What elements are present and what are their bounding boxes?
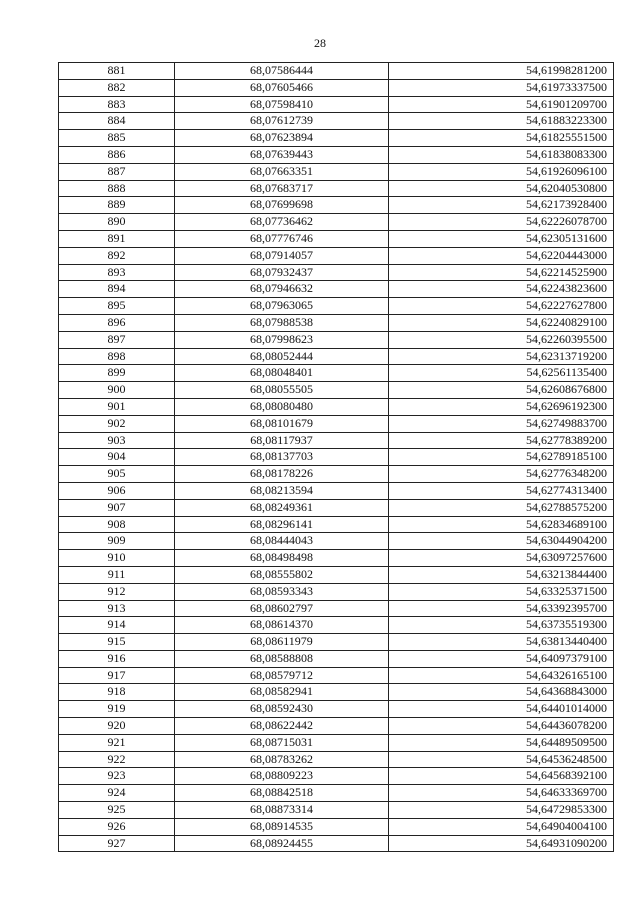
latitude-cell: 54,62226078700 [389,214,614,231]
longitude-cell: 68,07946632 [175,281,389,298]
point-number-cell: 913 [59,600,175,617]
table-row [59,130,614,147]
point-number-cell: 885 [59,130,175,147]
table-row [59,650,614,667]
point-number-cell: 903 [59,432,175,449]
point-number-cell: 899 [59,365,175,382]
table-row [59,533,614,550]
latitude-cell: 54,64633369700 [389,785,614,802]
latitude-cell: 54,62608676800 [389,382,614,399]
table-row [59,802,614,819]
point-number-cell: 909 [59,533,175,550]
latitude-cell: 54,64489509500 [389,734,614,751]
latitude-cell: 54,63097257600 [389,550,614,567]
table-row [59,516,614,533]
page-number: 28 [314,36,326,50]
latitude-cell: 54,61825551500 [389,130,614,147]
longitude-cell: 68,07586444 [175,63,389,80]
point-number-cell: 891 [59,230,175,247]
longitude-cell: 68,07598410 [175,96,389,113]
longitude-cell: 68,08924455 [175,835,389,852]
table-row [59,197,614,214]
longitude-cell: 68,08579712 [175,667,389,684]
point-number-cell: 917 [59,667,175,684]
longitude-cell: 68,08048401 [175,365,389,382]
table-row [59,214,614,231]
longitude-cell: 68,07623894 [175,130,389,147]
latitude-cell: 54,62240829100 [389,314,614,331]
point-number-cell: 882 [59,79,175,96]
latitude-cell: 54,62561135400 [389,365,614,382]
point-number-cell: 925 [59,802,175,819]
point-number-cell: 900 [59,382,175,399]
table-row [59,365,614,382]
longitude-cell: 68,08296141 [175,516,389,533]
latitude-cell: 54,62227627800 [389,298,614,315]
table-row [59,835,614,852]
longitude-cell: 68,08178226 [175,466,389,483]
coordinates-table-body [59,63,614,852]
longitude-cell: 68,07914057 [175,247,389,264]
table-row [59,449,614,466]
table-row [59,298,614,315]
longitude-cell: 68,07663351 [175,163,389,180]
point-number-cell: 894 [59,281,175,298]
point-number-cell: 895 [59,298,175,315]
point-number-cell: 881 [59,63,175,80]
table-row [59,701,614,718]
point-number-cell: 921 [59,734,175,751]
longitude-cell: 68,07988538 [175,314,389,331]
table-row [59,163,614,180]
latitude-cell: 54,62774313400 [389,482,614,499]
point-number-cell: 897 [59,331,175,348]
table-row [59,247,614,264]
table-row [59,634,614,651]
longitude-cell: 68,08117937 [175,432,389,449]
longitude-cell: 68,08614370 [175,617,389,634]
longitude-cell: 68,08593343 [175,583,389,600]
point-number-cell: 915 [59,634,175,651]
longitude-cell: 68,08588808 [175,650,389,667]
table-row [59,348,614,365]
longitude-cell: 68,07605466 [175,79,389,96]
latitude-cell: 54,62788575200 [389,499,614,516]
latitude-cell: 54,64568392100 [389,768,614,785]
point-number-cell: 896 [59,314,175,331]
latitude-cell: 54,63044904200 [389,533,614,550]
longitude-cell: 68,08592430 [175,701,389,718]
table-row [59,818,614,835]
latitude-cell: 54,62260395500 [389,331,614,348]
longitude-cell: 68,08249361 [175,499,389,516]
point-number-cell: 919 [59,701,175,718]
point-number-cell: 887 [59,163,175,180]
longitude-cell: 68,08914535 [175,818,389,835]
longitude-cell: 68,08498498 [175,550,389,567]
table-row [59,583,614,600]
longitude-cell: 68,08715031 [175,734,389,751]
longitude-cell: 68,08611979 [175,634,389,651]
longitude-cell: 68,08080480 [175,398,389,415]
point-number-cell: 893 [59,264,175,281]
coordinates-table [58,62,614,852]
latitude-cell: 54,62040530800 [389,180,614,197]
latitude-cell: 54,62173928400 [389,197,614,214]
latitude-cell: 54,62834689100 [389,516,614,533]
latitude-cell: 54,61901209700 [389,96,614,113]
table-row [59,718,614,735]
longitude-cell: 68,07932437 [175,264,389,281]
longitude-cell: 68,07963065 [175,298,389,315]
table-row [59,734,614,751]
point-number-cell: 924 [59,785,175,802]
table-row [59,230,614,247]
latitude-cell: 54,63735519300 [389,617,614,634]
table-row [59,684,614,701]
longitude-cell: 68,08137703 [175,449,389,466]
latitude-cell: 54,62749883700 [389,415,614,432]
point-number-cell: 904 [59,449,175,466]
point-number-cell: 923 [59,768,175,785]
longitude-cell: 68,07776746 [175,230,389,247]
longitude-cell: 68,08444043 [175,533,389,550]
point-number-cell: 886 [59,146,175,163]
longitude-cell: 68,08809223 [175,768,389,785]
longitude-cell: 68,08622442 [175,718,389,735]
point-number-cell: 911 [59,566,175,583]
point-number-cell: 905 [59,466,175,483]
table-row [59,63,614,80]
latitude-cell: 54,62778389200 [389,432,614,449]
latitude-cell: 54,61883223300 [389,113,614,130]
table-row [59,768,614,785]
longitude-cell: 68,07639443 [175,146,389,163]
point-number-cell: 888 [59,180,175,197]
longitude-cell: 68,08873314 [175,802,389,819]
table-row [59,432,614,449]
latitude-cell: 54,64904004100 [389,818,614,835]
table-row [59,382,614,399]
point-number-cell: 901 [59,398,175,415]
longitude-cell: 68,08101679 [175,415,389,432]
point-number-cell: 884 [59,113,175,130]
table-row [59,79,614,96]
point-number-cell: 926 [59,818,175,835]
latitude-cell: 54,64097379100 [389,650,614,667]
longitude-cell: 68,07612739 [175,113,389,130]
table-row [59,466,614,483]
table-row [59,600,614,617]
longitude-cell: 68,08602797 [175,600,389,617]
latitude-cell: 54,63213844400 [389,566,614,583]
latitude-cell: 54,61973337500 [389,79,614,96]
latitude-cell: 54,61926096100 [389,163,614,180]
table-row [59,415,614,432]
latitude-cell: 54,61998281200 [389,63,614,80]
latitude-cell: 54,63392395700 [389,600,614,617]
longitude-cell: 68,08052444 [175,348,389,365]
table-row [59,566,614,583]
point-number-cell: 920 [59,718,175,735]
latitude-cell: 54,62696192300 [389,398,614,415]
table-row [59,146,614,163]
longitude-cell: 68,08842518 [175,785,389,802]
latitude-cell: 54,62305131600 [389,230,614,247]
latitude-cell: 54,64368843000 [389,684,614,701]
point-number-cell: 910 [59,550,175,567]
latitude-cell: 54,62204443000 [389,247,614,264]
table-row [59,617,614,634]
point-number-cell: 908 [59,516,175,533]
latitude-cell: 54,64931090200 [389,835,614,852]
latitude-cell: 54,63325371500 [389,583,614,600]
table-row [59,331,614,348]
latitude-cell: 54,64436078200 [389,718,614,735]
table-row [59,482,614,499]
latitude-cell: 54,63813440400 [389,634,614,651]
latitude-cell: 54,64326165100 [389,667,614,684]
latitude-cell: 54,64401014000 [389,701,614,718]
point-number-cell: 902 [59,415,175,432]
latitude-cell: 54,62313719200 [389,348,614,365]
point-number-cell: 883 [59,96,175,113]
table-row [59,113,614,130]
table-row [59,281,614,298]
table-row [59,398,614,415]
table-row [59,264,614,281]
table-row [59,314,614,331]
point-number-cell: 912 [59,583,175,600]
point-number-cell: 922 [59,751,175,768]
point-number-cell: 898 [59,348,175,365]
latitude-cell: 54,62776348200 [389,466,614,483]
longitude-cell: 68,07683717 [175,180,389,197]
point-number-cell: 927 [59,835,175,852]
longitude-cell: 68,08555802 [175,566,389,583]
longitude-cell: 68,08213594 [175,482,389,499]
table-row [59,667,614,684]
longitude-cell: 68,07736462 [175,214,389,231]
latitude-cell: 54,62243823600 [389,281,614,298]
latitude-cell: 54,64729853300 [389,802,614,819]
table-row [59,785,614,802]
longitude-cell: 68,07998623 [175,331,389,348]
latitude-cell: 54,64536248500 [389,751,614,768]
point-number-cell: 916 [59,650,175,667]
point-number-cell: 890 [59,214,175,231]
point-number-cell: 889 [59,197,175,214]
table-row [59,499,614,516]
table-row [59,751,614,768]
point-number-cell: 914 [59,617,175,634]
latitude-cell: 54,62214525900 [389,264,614,281]
longitude-cell: 68,07699698 [175,197,389,214]
point-number-cell: 906 [59,482,175,499]
table-row [59,550,614,567]
point-number-cell: 892 [59,247,175,264]
table-row [59,180,614,197]
point-number-cell: 918 [59,684,175,701]
longitude-cell: 68,08055505 [175,382,389,399]
latitude-cell: 54,62789185100 [389,449,614,466]
table-row [59,96,614,113]
point-number-cell: 907 [59,499,175,516]
longitude-cell: 68,08783262 [175,751,389,768]
longitude-cell: 68,08582941 [175,684,389,701]
latitude-cell: 54,61838083300 [389,146,614,163]
